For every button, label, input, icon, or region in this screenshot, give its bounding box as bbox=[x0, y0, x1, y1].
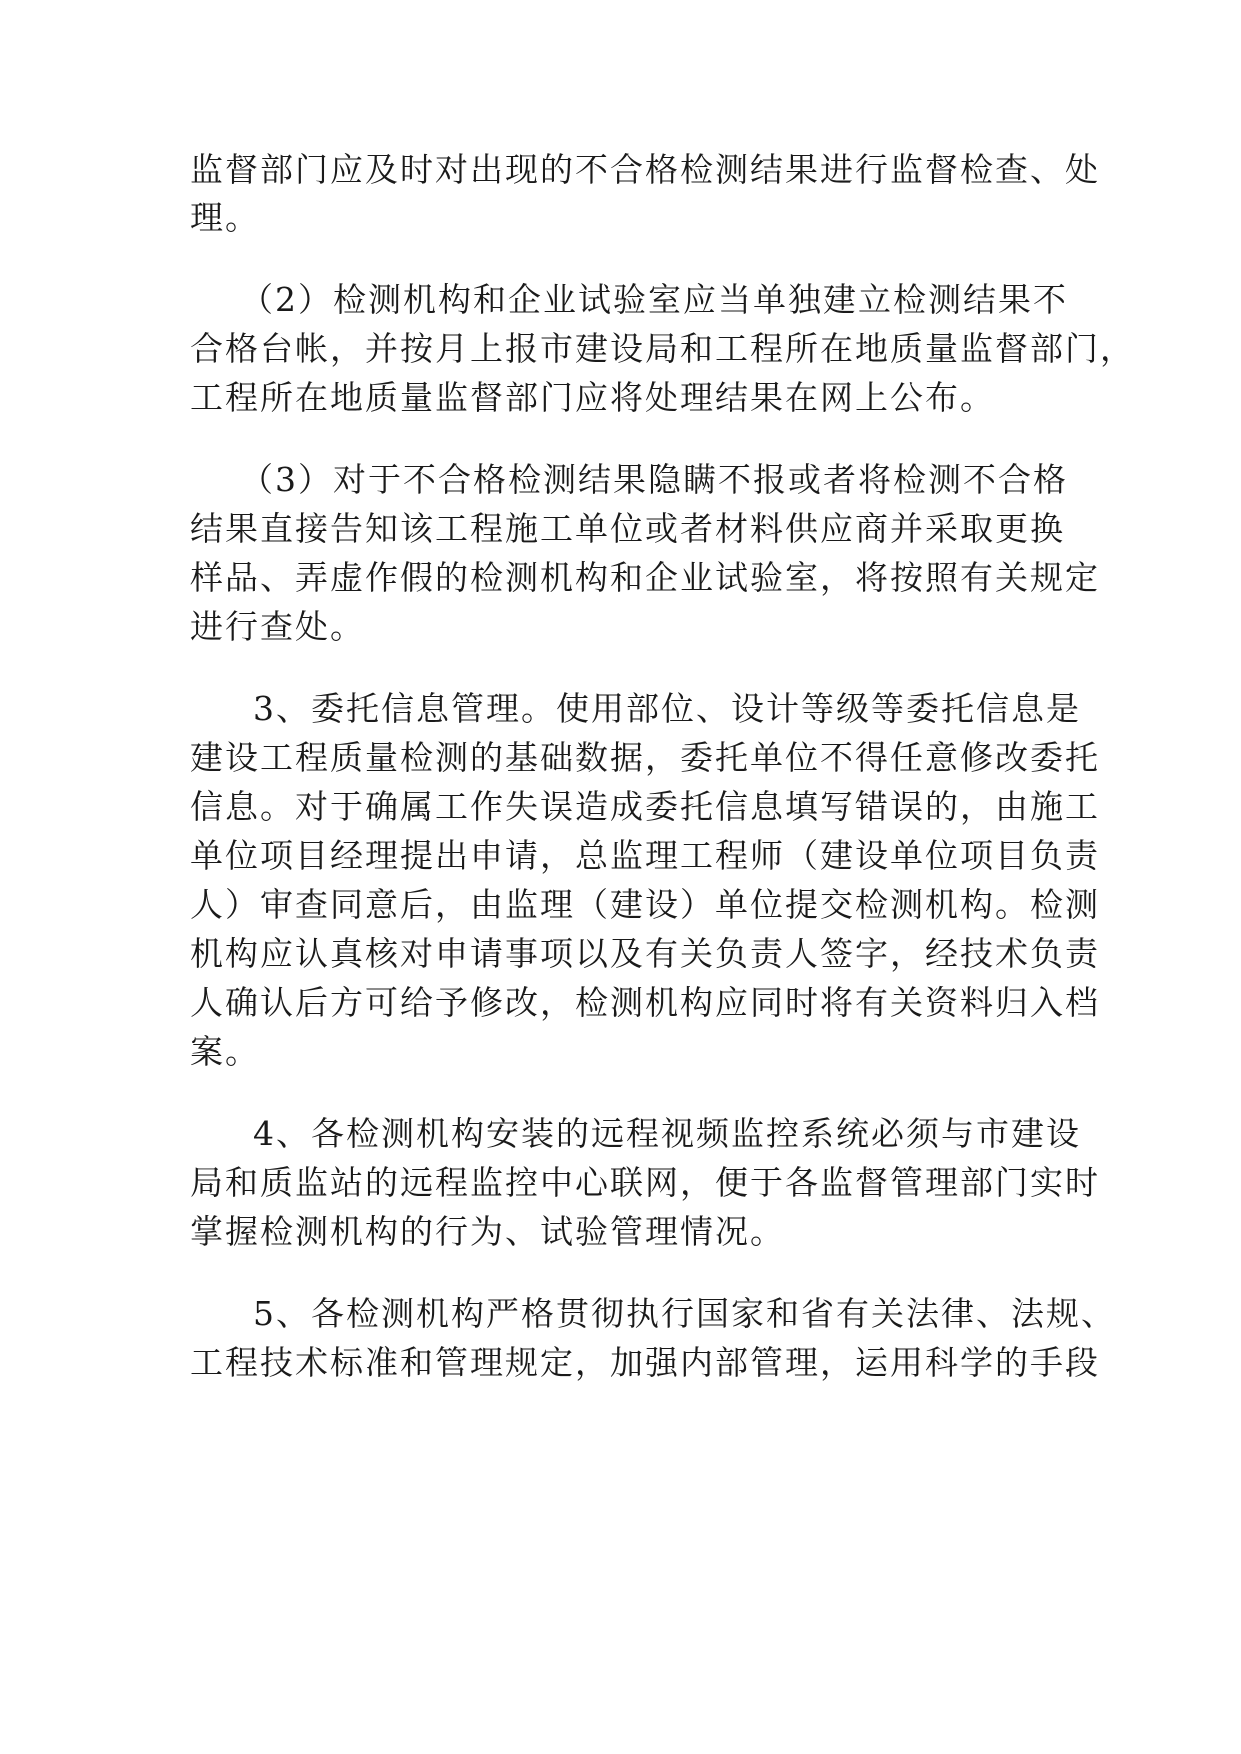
text-line: 监督部门应及时对出现的不合格检测结果进行监督检查、处 bbox=[190, 150, 1100, 189]
text-line: 建设工程质量检测的基础数据，委托单位不得任意修改委托 bbox=[190, 738, 1100, 777]
text-line: 局和质监站的远程监控中心联网，便于各监督管理部门实时 bbox=[190, 1163, 1100, 1202]
paragraph-first-line: 5、各检测机构严格贯彻执行国家和省有关法律、法规、 bbox=[253, 1294, 1116, 1333]
text-line: 信息。对于确属工作失误造成委托信息填写错误的，由施工 bbox=[190, 787, 1100, 826]
text-line: 人确认后方可给予修改，检测机构应同时将有关资料归入档 bbox=[190, 983, 1100, 1022]
text-line: 合格台帐，并按月上报市建设局和工程所在地质量监督部门， bbox=[190, 329, 1135, 368]
text-line: 进行查处。 bbox=[190, 607, 365, 646]
text-line: 掌握检测机构的行为、试验管理情况。 bbox=[190, 1212, 785, 1251]
text-line: 工程所在地质量监督部门应将处理结果在网上公布。 bbox=[190, 378, 995, 417]
paragraph-first-line: 4、各检测机构安装的远程视频监控系统必须与市建设 bbox=[253, 1114, 1081, 1153]
text-line: 理。 bbox=[190, 198, 260, 237]
paragraph-first-line: （3）对于不合格检测结果隐瞒不报或者将检测不合格 bbox=[240, 460, 1068, 499]
paragraph-first-line: 3、委托信息管理。使用部位、设计等级等委托信息是 bbox=[253, 689, 1081, 728]
text-line: 结果直接告知该工程施工单位或者材料供应商并采取更换 bbox=[190, 509, 1065, 548]
text-line: 机构应认真核对申请事项以及有关负责人签字，经技术负责 bbox=[190, 934, 1100, 973]
text-line: 工程技术标准和管理规定，加强内部管理，运用科学的手段 bbox=[190, 1343, 1100, 1382]
text-line: 单位项目经理提出申请，总监理工程师（建设单位项目负责 bbox=[190, 836, 1100, 875]
text-line: 人）审查同意后，由监理（建设）单位提交检测机构。检测 bbox=[190, 885, 1100, 924]
paragraph-first-line: （2）检测机构和企业试验室应当单独建立检测结果不 bbox=[240, 280, 1068, 319]
text-line: 案。 bbox=[190, 1032, 260, 1071]
text-line: 样品、弄虚作假的检测机构和企业试验室，将按照有关规定 bbox=[190, 558, 1100, 597]
